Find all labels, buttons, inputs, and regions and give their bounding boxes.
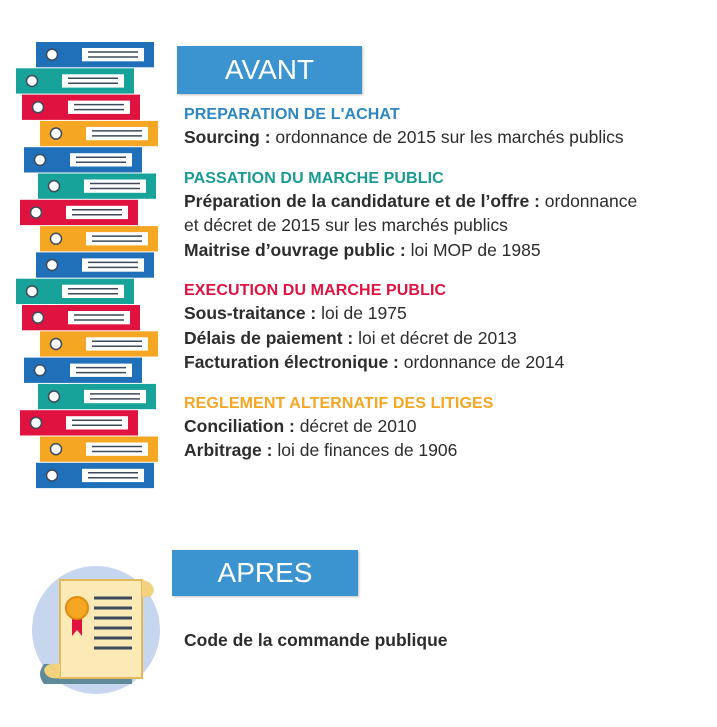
binder-icon bbox=[24, 147, 142, 172]
line-value: ordonnance de 2014 bbox=[398, 352, 565, 372]
section-line bbox=[184, 238, 709, 263]
section-line bbox=[184, 213, 709, 238]
section bbox=[184, 394, 709, 463]
avant-label: AVANT bbox=[224, 54, 315, 85]
line-label: Préparation de la candidature et de l’offre : bbox=[184, 190, 540, 211]
section bbox=[184, 105, 709, 150]
line-label: Maitrise d’ouvrage public : bbox=[184, 239, 406, 260]
avant-content bbox=[184, 105, 709, 482]
binder-icon bbox=[40, 121, 158, 146]
line-label: Délais de paiement : bbox=[184, 327, 354, 348]
line-value: ordonnance bbox=[539, 190, 638, 211]
section-line bbox=[184, 301, 709, 326]
binder-icon bbox=[24, 358, 142, 383]
section-title: REGLEMENT ALTERNATIF DES LITIGES bbox=[184, 394, 494, 412]
binder-stack-icon bbox=[16, 42, 158, 490]
section-title: PREPARATION DE L'ACHAT bbox=[184, 106, 400, 123]
line-label: Conciliation : bbox=[184, 415, 295, 436]
binder-icon bbox=[20, 410, 138, 435]
section-title: EXECUTION DU MARCHE PUBLIC bbox=[184, 282, 447, 299]
section-line bbox=[184, 326, 709, 351]
line-value: ordonnance de 2015 sur les marchés publics bbox=[270, 127, 624, 147]
line-value: loi de 1975 bbox=[316, 303, 407, 323]
binder-icon bbox=[38, 174, 156, 199]
line-value: et décret de 2015 sur les marchés publics bbox=[184, 215, 508, 235]
line-value: loi MOP de 1985 bbox=[405, 239, 541, 260]
binder-icon bbox=[22, 305, 140, 330]
binder-icon bbox=[40, 437, 158, 462]
line-label: Sourcing : bbox=[184, 127, 271, 147]
binder-icon bbox=[20, 200, 138, 225]
binder-icon bbox=[16, 68, 134, 93]
section-title: PASSATION DU MARCHE PUBLIC bbox=[184, 169, 444, 187]
avant-header bbox=[177, 46, 362, 94]
line-label: Facturation électronique : bbox=[184, 352, 399, 372]
line-value: décret de 2010 bbox=[294, 415, 417, 436]
apres-header bbox=[172, 550, 358, 596]
binder-icon bbox=[16, 279, 134, 304]
binder-icon bbox=[36, 42, 154, 67]
section bbox=[184, 169, 709, 263]
line-value: loi de finances de 1906 bbox=[272, 440, 458, 460]
section-line bbox=[184, 189, 709, 214]
section-line bbox=[184, 125, 709, 150]
section-line bbox=[184, 438, 709, 463]
section-line bbox=[184, 414, 709, 439]
binder-icon bbox=[40, 226, 158, 251]
line-label: Sous-traitance : bbox=[184, 303, 317, 323]
line-label: Arbitrage : bbox=[184, 440, 273, 460]
line-value: loi et décret de 2013 bbox=[353, 327, 517, 348]
section-line bbox=[184, 350, 709, 375]
binder-icon bbox=[36, 252, 154, 277]
binder-icon bbox=[38, 384, 156, 409]
binder-icon bbox=[40, 331, 158, 356]
binder-icon bbox=[22, 95, 140, 120]
binder-icon bbox=[36, 463, 154, 488]
diploma-scroll-icon bbox=[32, 566, 168, 696]
apres-text: Code de la commande publique bbox=[184, 630, 448, 650]
apres-label: APRES bbox=[217, 557, 313, 588]
section bbox=[184, 281, 709, 375]
